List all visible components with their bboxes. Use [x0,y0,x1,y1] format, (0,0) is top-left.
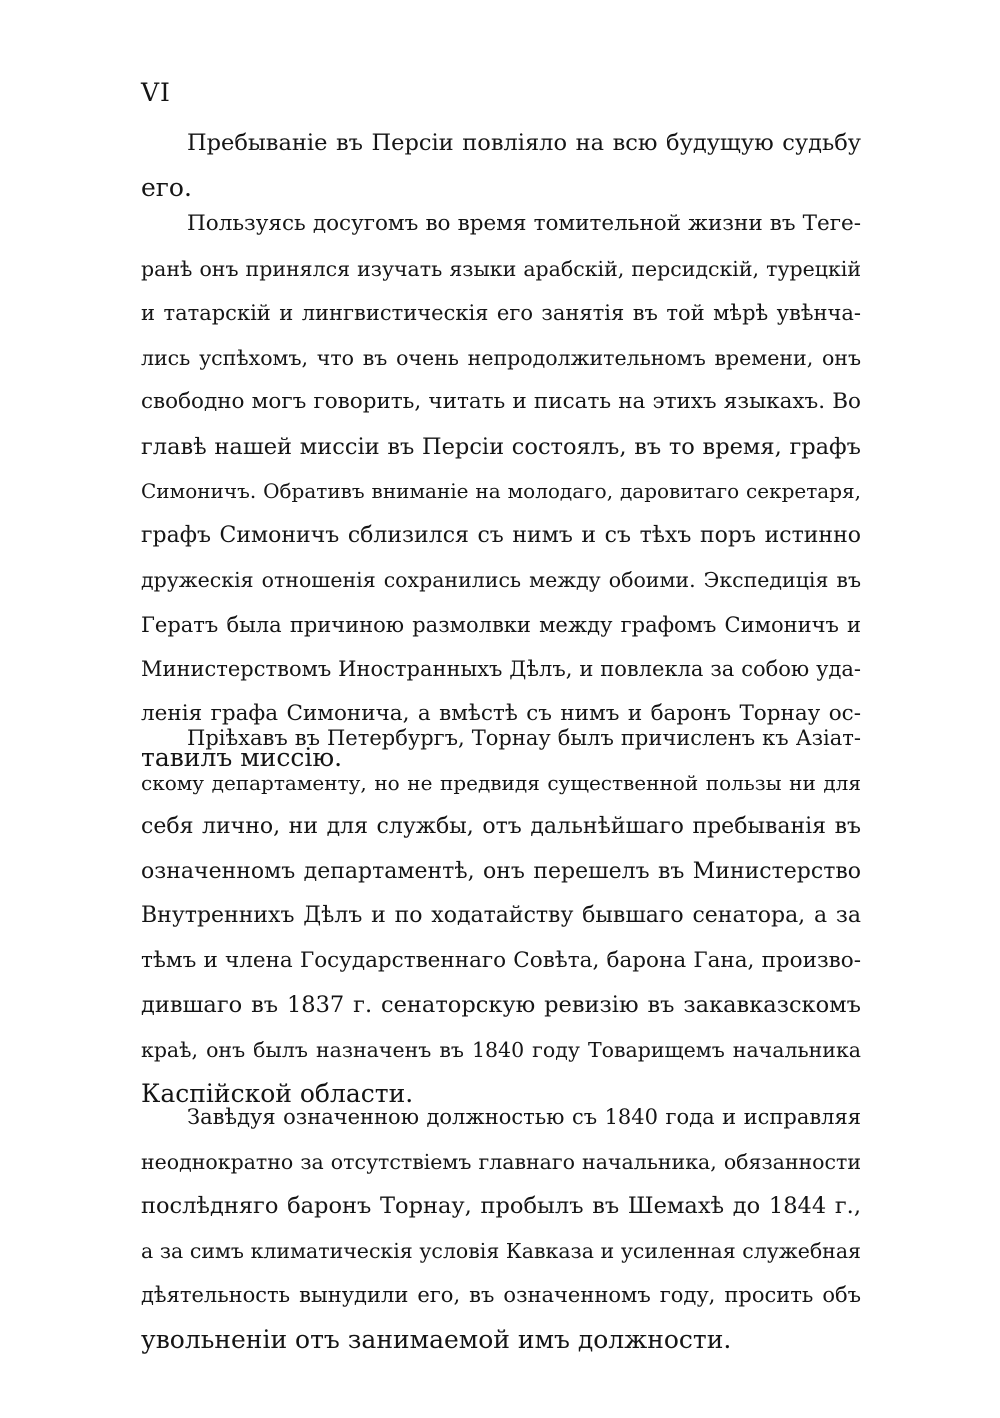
text-line: его. [141,172,192,202]
text-line: Министерствомъ Иностранныхъ Дѣлъ, и повлекла за собою уда- [141,657,861,681]
paragraph-1 [141,121,861,210]
page-number: VI [141,78,171,107]
text-line: себя лично, ни для службы, отъ дальнѣйшаго пребыванія въ [141,814,861,839]
paragraph-2 [141,202,861,781]
text-line: лись успѣхомъ, что въ очень непродолжительномъ времени, онъ [141,345,861,370]
text-line: дружескія отношенія сохранились между обоими. Экспедиція въ [141,568,861,592]
text-line: означенномъ департаментѣ, онъ перешелъ въ Министерство [141,858,861,884]
text-line: ленія графа Симонича, а вмѣстѣ съ нимъ и баронъ Торнау ос- [141,700,861,726]
text-line: Симоничъ. Обративъ вниманіе на молодаго, даровитаго секретаря, [141,479,861,503]
text-line: скому департаменту, но не предвидя существенной пользы ни для [141,770,861,795]
paragraph-4 [141,1095,861,1362]
text-line: графъ Симоничъ сблизился съ нимъ и съ тѣхъ поръ истинно [141,522,861,548]
text-line: свободно могъ говорить, читать и писать на этихъ языкахъ. Во [141,389,861,414]
text-line: главѣ нашей миссіи въ Персіи состоялъ, въ то время, графъ [141,433,861,460]
text-line: ранѣ онъ принялся изучать языки арабскій, персидскій, турецкій [141,256,861,281]
text-line: краѣ, онъ былъ назначенъ въ 1840 году Товарищемъ начальника [141,1037,861,1062]
text-line: дѣятельность вынудили его, въ означенномъ году, просить объ [141,1283,861,1307]
text-line: Гератъ была причиною размолвки между графомъ Симоничъ и [141,612,861,637]
text-line: Завѣдуя означенною должностью съ 1840 года и исправляя [187,1105,861,1129]
text-line: Каспійской области. [141,1079,414,1108]
text-line: дившаго въ 1837 г. сенаторскую ревизію въ закавказскомъ [141,992,861,1018]
text-line: Пріѣхавъ въ Петербургъ, Торнау былъ причисленъ къ Азіат- [187,726,861,750]
paragraph-3 [141,716,861,1117]
text-line: Пользуясь досугомъ во время томительной жизни въ Теге- [187,211,861,236]
text-line: неоднократно за отсутствіемъ главнаго начальника, обязанности [141,1149,861,1174]
text-line: а за симъ климатическія условія Кавказа и усиленная служебная [141,1238,861,1263]
text-line: тѣмъ и члена Государственнаго Совѣта, барона Гана, произво- [141,947,861,973]
text-line: Пребываніе въ Персіи повліяло на всю будущую судьбу [187,130,861,156]
text-line: и татарскій и лингвистическія его занятія въ той мѣрѣ увѣнча- [141,301,861,325]
text-line: увольненіи отъ занимаемой имъ должности. [141,1324,732,1354]
text-line: тавилъ миссію. [141,743,343,772]
text-line: послѣдняго баронъ Торнау, пробылъ въ Шемахѣ до 1844 г., [141,1193,861,1219]
text-line: Внутреннихъ Дѣлъ и по ходатайству бывшаго сенатора, а за [141,903,861,928]
